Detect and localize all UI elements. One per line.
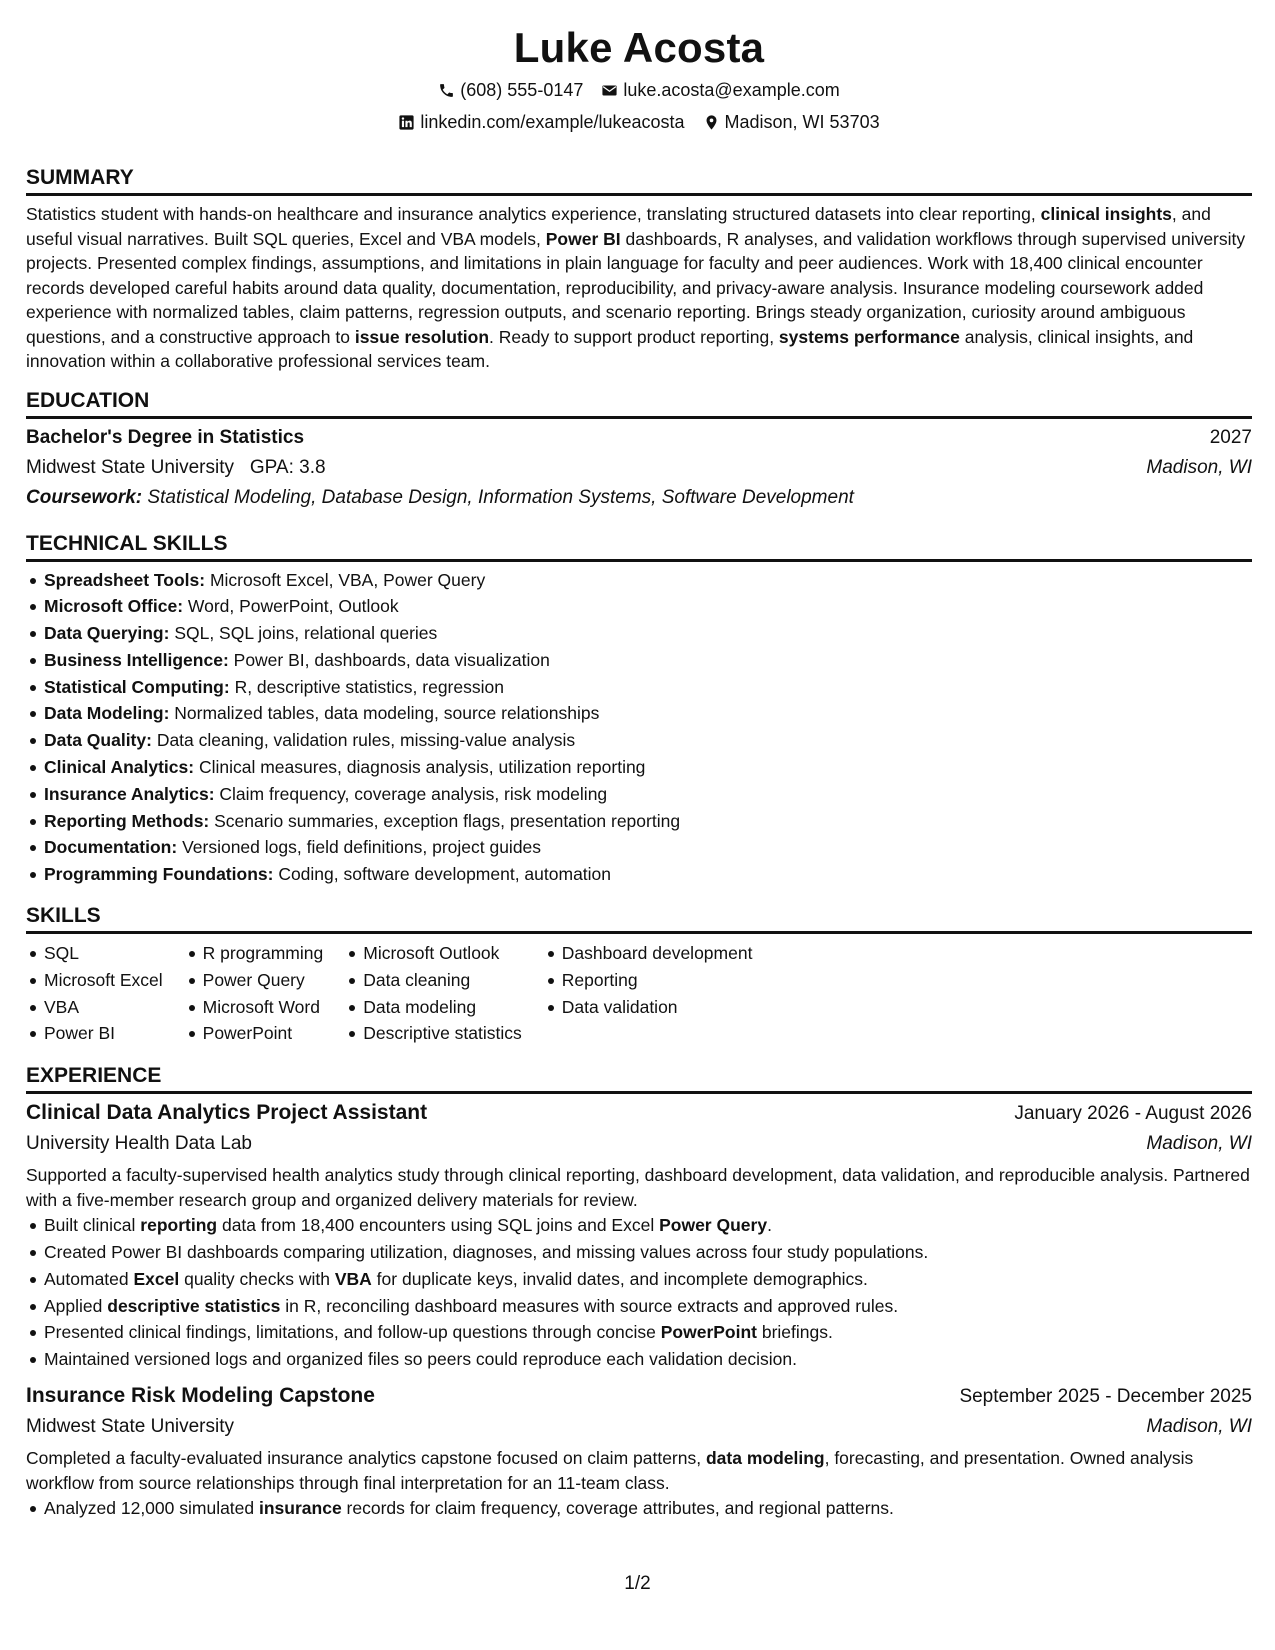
technical-skill-label: Microsoft Office: xyxy=(44,596,184,617)
skills-column xyxy=(345,940,522,1047)
job-bullet-run: Built clinical xyxy=(44,1215,141,1236)
technical-skill-value: Microsoft Excel, VBA, Power Query xyxy=(205,569,486,590)
section-title-experience: EXPERIENCE xyxy=(26,1062,1252,1094)
contact-email[interactable] xyxy=(601,78,839,102)
summary-text-run: analysis, clinical insights, and innovation within a collaborative professional services team. xyxy=(26,326,1194,371)
skill-item: Data modeling xyxy=(345,994,522,1021)
location-text: Madison, WI 53703 xyxy=(724,112,880,132)
contact-location xyxy=(703,110,880,134)
gpa-text: GPA: 3.8 xyxy=(249,456,326,478)
section-title-technical-skills: TECHNICAL SKILLS xyxy=(26,530,1252,562)
job-entry-1 xyxy=(26,1098,1252,1373)
degree-title: Bachelor's Degree in Statistics xyxy=(26,426,305,448)
job-bullet xyxy=(26,1495,1252,1522)
graduation-year: 2027 xyxy=(1209,426,1252,448)
linkedin-text: linkedin.com/example/lukeacosta xyxy=(420,112,685,132)
job-1-org-row xyxy=(26,1129,1252,1159)
job-bullet-run: Created Power BI dashboards comparing utilization, diagnoses, and missing values across four study populations. xyxy=(44,1242,929,1263)
summary-section xyxy=(26,164,1252,374)
job-bullet-run: . xyxy=(767,1215,772,1236)
job-bullet xyxy=(26,1293,1252,1320)
technical-skill-item xyxy=(26,620,1252,647)
section-title-education: EDUCATION xyxy=(26,387,1252,419)
technical-skill-item xyxy=(26,727,1252,754)
job-bullet-run: briefings. xyxy=(757,1322,833,1343)
technical-skill-value: R, descriptive statistics, regression xyxy=(229,676,504,697)
school-location: Madison, WI xyxy=(1146,456,1252,478)
job-bullet-run: Automated xyxy=(44,1268,134,1289)
technical-skill-value: Claim frequency, coverage analysis, risk modeling xyxy=(214,783,608,804)
job-bullet-run: records for claim frequency, coverage attributes, and regional patterns. xyxy=(341,1498,894,1519)
skill-item: Reporting xyxy=(544,967,753,994)
linkedin-icon xyxy=(398,114,415,131)
job-bullet-run: insurance xyxy=(259,1498,342,1519)
technical-skill-label: Reporting Methods: xyxy=(44,810,210,831)
summary-text-run: dashboards, R analyses, and validation workflows through supervised university projects. Presented complex findings, assumptions, and limitations in plain language for faculty and peer audiences. Work with 18,400 clinical encounter records developed careful habits around data quality, documentation, reproducibility, and privacy-aware analysis. Insurance modeling coursework added experience with normalized tables, claim patterns, regression outputs, and scenario reporting. Brings steady organization, curiosity around ambiguous questions, and a constructive approach to xyxy=(26,228,1246,347)
technical-skill-item xyxy=(26,808,1252,835)
technical-skill-label: Clinical Analytics: xyxy=(44,757,195,778)
job-bullet-run: Maintained versioned logs and organized files so peers could reproduce each validation decision. xyxy=(44,1349,797,1370)
page-number: 1/2 xyxy=(624,1573,651,1594)
job-bullet-run: Presented clinical findings, limitations, and follow-up questions through concise xyxy=(44,1322,661,1343)
coursework-label: Coursework: xyxy=(26,486,143,508)
skills-column xyxy=(185,940,324,1047)
section-title-summary: SUMMARY xyxy=(26,164,1252,196)
technical-skill-value: Normalized tables, data modeling, source relationships xyxy=(169,703,600,724)
summary-text-run: . Ready to support product reporting, xyxy=(489,326,779,347)
job-bullet xyxy=(26,1239,1252,1266)
job-1-description: Supported a faculty-supervised health analytics study through clinical reporting, dashboard development, data validation, and reproducible analysis. Partnered with a five-member research group and organized delivery materials for review. xyxy=(26,1165,1250,1210)
skill-item: Microsoft Outlook xyxy=(345,940,522,967)
technical-skill-label: Spreadsheet Tools: xyxy=(44,569,206,590)
technical-skill-value: Data cleaning, validation rules, missing-value analysis xyxy=(151,730,576,751)
job-bullet-run: PowerPoint xyxy=(660,1322,757,1343)
technical-skill-item xyxy=(26,781,1252,808)
job-bullet-run: reporting xyxy=(140,1215,218,1236)
job-bullet xyxy=(26,1212,1252,1239)
technical-skill-label: Business Intelligence: xyxy=(44,649,229,670)
job-2-description-run: data modeling xyxy=(705,1448,825,1469)
summary-text-run: Statistics student with hands-on healthcare and insurance analytics experience, translating structured datasets into clear reporting, xyxy=(26,204,1041,224)
job-bullet xyxy=(26,1346,1252,1373)
technical-skill-label: Programming Foundations: xyxy=(44,864,274,885)
technical-skill-label: Statistical Computing: xyxy=(44,676,230,697)
envelope-icon xyxy=(601,82,618,99)
technical-skill-value: Clinical measures, diagnosis analysis, utilization reporting xyxy=(194,757,646,778)
skill-item: Microsoft Excel xyxy=(26,967,163,994)
job-bullet-run: VBA xyxy=(334,1268,372,1289)
job-2-dates: September 2025 - December 2025 xyxy=(959,1386,1252,1408)
experience-section xyxy=(26,1062,1252,1522)
job-bullet-run: descriptive statistics xyxy=(107,1295,281,1316)
technical-skill-value: Versioned logs, field definitions, project guides xyxy=(177,837,542,858)
skill-item: Power Query xyxy=(185,967,324,994)
job-2-role: Insurance Risk Modeling Capstone xyxy=(26,1384,375,1408)
technical-skills-section xyxy=(26,530,1252,889)
contact-linkedin[interactable] xyxy=(398,110,684,134)
skill-item: PowerPoint xyxy=(185,1020,324,1047)
job-1-dates: January 2026 - August 2026 xyxy=(1014,1103,1252,1125)
contact-line-2 xyxy=(26,110,1252,134)
skill-item: SQL xyxy=(26,940,163,967)
summary-text-run: Power BI xyxy=(545,228,621,249)
email-text: luke.acosta@example.com xyxy=(623,80,840,100)
skill-item: VBA xyxy=(26,994,163,1021)
job-bullet-run: in R, reconciling dashboard measures with source extracts and approved rules. xyxy=(280,1295,899,1316)
technical-skill-label: Data Querying: xyxy=(44,623,170,644)
summary-text-run: clinical insights xyxy=(1040,204,1172,224)
coursework-text: Statistical Modeling, Database Design, Information Systems, Software Development xyxy=(147,486,854,508)
skills-column xyxy=(544,940,753,1047)
technical-skill-item xyxy=(26,567,1252,594)
section-title-skills: SKILLS xyxy=(26,902,1252,934)
phone-text: (608) 555-0147 xyxy=(460,80,584,100)
skill-item: Data cleaning xyxy=(345,967,522,994)
skill-item: Dashboard development xyxy=(544,940,753,967)
job-bullet-run: for duplicate keys, invalid dates, and incomplete demographics. xyxy=(371,1268,868,1289)
skill-item: R programming xyxy=(185,940,324,967)
technical-skill-value: Coding, software development, automation xyxy=(273,864,612,885)
job-1-role: Clinical Data Analytics Project Assistant xyxy=(26,1101,428,1125)
job-bullet-run: quality checks with xyxy=(179,1268,335,1289)
school-name xyxy=(26,453,326,483)
summary-text-run: systems performance xyxy=(778,326,960,347)
job-1-org: University Health Data Lab xyxy=(26,1133,252,1155)
skill-item: Data validation xyxy=(544,994,753,1021)
job-bullet xyxy=(26,1266,1252,1293)
job-2-description xyxy=(26,1446,1252,1495)
skill-item: Power BI xyxy=(26,1020,163,1047)
job-2-description-run: , forecasting, and presentation. Owned analysis workflow from source relationships through final interpretation for an 11-team class. xyxy=(26,1448,1194,1493)
education-school-row xyxy=(26,453,1252,483)
summary-text-run: , and useful visual narratives. Built SQL queries, Excel and VBA models, xyxy=(26,204,1211,249)
candidate-name: Luke Acosta xyxy=(513,24,765,71)
map-pin-icon xyxy=(703,114,720,131)
summary-text xyxy=(26,202,1252,374)
job-1-header xyxy=(26,1098,1252,1129)
job-2-org-row xyxy=(26,1412,1252,1442)
summary-text-run: issue resolution xyxy=(354,326,490,347)
technical-skill-label: Data Quality: xyxy=(44,730,152,751)
skill-item: Microsoft Word xyxy=(185,994,324,1021)
job-1-location: Madison, WI xyxy=(1146,1133,1252,1155)
technical-skill-value: Power BI, dashboards, data visualization xyxy=(228,649,550,670)
technical-skill-item xyxy=(26,647,1252,674)
job-2-bullets xyxy=(26,1495,1252,1522)
coursework-line xyxy=(26,483,1252,513)
technical-skill-label: Insurance Analytics: xyxy=(44,783,215,804)
technical-skill-item xyxy=(26,834,1252,861)
education-header-row xyxy=(26,423,1252,453)
technical-skill-item xyxy=(26,700,1252,727)
job-bullet-run: Applied xyxy=(44,1295,108,1316)
job-bullet-run: data from 18,400 encounters using SQL joins and Excel xyxy=(217,1215,660,1236)
technical-skill-item xyxy=(26,593,1252,620)
contact-line-1 xyxy=(26,78,1252,102)
phone-icon xyxy=(438,82,455,99)
job-entry-2 xyxy=(26,1381,1252,1522)
technical-skill-value: Word, PowerPoint, Outlook xyxy=(183,596,399,617)
skills-column xyxy=(26,940,163,1047)
job-bullet-run: Excel xyxy=(133,1268,180,1289)
job-bullet xyxy=(26,1319,1252,1346)
technical-skill-value: SQL, SQL joins, relational queries xyxy=(169,623,438,644)
contact-phone xyxy=(438,78,583,102)
technical-skill-label: Documentation: xyxy=(44,837,178,858)
technical-skill-value: Scenario summaries, exception flags, presentation reporting xyxy=(209,810,681,831)
job-bullet-run: Analyzed 12,000 simulated xyxy=(44,1498,259,1519)
job-2-description-run: Completed a faculty-evaluated insurance analytics capstone focused on claim patterns, xyxy=(26,1448,706,1469)
school-text: Midwest State University xyxy=(26,456,235,478)
technical-skills-list xyxy=(26,567,1252,889)
skills-section xyxy=(26,902,1252,1047)
job-2-org: Midwest State University xyxy=(26,1416,235,1438)
technical-skill-label: Data Modeling: xyxy=(44,703,170,724)
resume-page xyxy=(26,0,1252,1522)
job-2-header xyxy=(26,1381,1252,1412)
technical-skill-item xyxy=(26,861,1252,888)
skill-item: Descriptive statistics xyxy=(345,1020,522,1047)
education-section xyxy=(26,387,1252,513)
technical-skill-item xyxy=(26,754,1252,781)
job-bullet-run: Power Query xyxy=(659,1215,768,1236)
technical-skill-item xyxy=(26,674,1252,701)
job-1-bullets xyxy=(26,1212,1252,1373)
job-2-location: Madison, WI xyxy=(1146,1416,1252,1438)
skills-grid xyxy=(26,940,1252,1047)
